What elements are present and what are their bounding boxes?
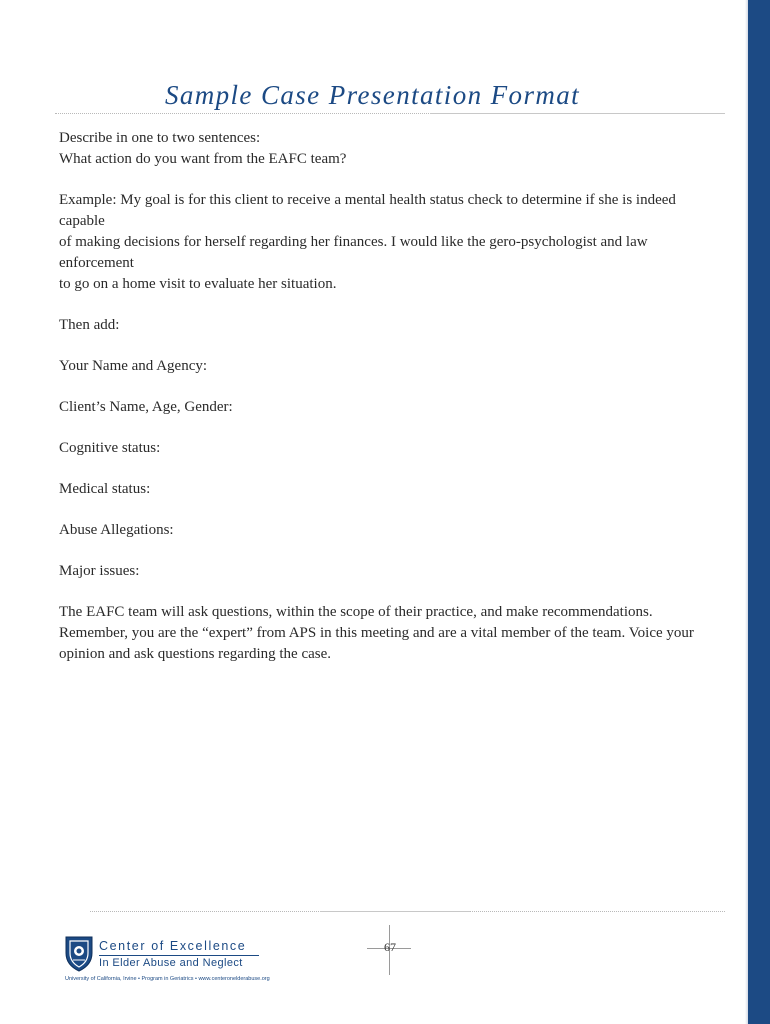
logo-name: Center of Excellence bbox=[99, 939, 247, 953]
field-medical-status: Medical status: bbox=[59, 481, 151, 497]
logo-divider bbox=[99, 955, 259, 956]
closing-line: opinion and ask questions regarding the case. bbox=[59, 646, 332, 662]
field-abuse-allegations: Abuse Allegations: bbox=[59, 522, 174, 538]
field-cognitive-status: Cognitive status: bbox=[59, 440, 161, 456]
footer-divider-solid bbox=[320, 911, 470, 912]
field-major-issues: Major issues: bbox=[59, 563, 140, 579]
then-add-label: Then add: bbox=[59, 317, 120, 333]
intro-question: What action do you want from the EAFC team? bbox=[59, 151, 347, 167]
example-line: to go on a home visit to evaluate her situation. bbox=[59, 276, 337, 292]
closing-line: Remember, you are the “expert” from APS in this meeting and are a vital member of the team. Voice your bbox=[59, 625, 694, 641]
example-line: Example: My goal is for this client to receive a mental health status check to determine if she is indeed capable bbox=[59, 192, 676, 229]
page-title: Sample Case Presentation Format bbox=[164, 80, 581, 110]
page-number: 67 bbox=[384, 940, 396, 954]
center-of-excellence-logo bbox=[63, 933, 273, 985]
document-body bbox=[59, 128, 711, 665]
side-color-bar bbox=[748, 0, 770, 1024]
logo-fine-print: University of California, Irvine • Program in Geriatrics • www.centeronelderabuse.org bbox=[65, 976, 270, 982]
title-divider-solid bbox=[430, 113, 725, 114]
example-line: of making decisions for herself regarding her finances. I would like the gero-psychologist and law enforcement bbox=[59, 234, 648, 271]
logo-subtitle: In Elder Abuse and Neglect bbox=[99, 957, 243, 969]
intro-line: Describe in one to two sentences: bbox=[59, 130, 261, 146]
field-client-info: Client’s Name, Age, Gender: bbox=[59, 399, 233, 415]
field-name-agency: Your Name and Agency: bbox=[59, 358, 208, 374]
closing-line: The EAFC team will ask questions, within the scope of their practice, and make recommendations. bbox=[59, 604, 653, 620]
seal-icon bbox=[63, 933, 95, 973]
